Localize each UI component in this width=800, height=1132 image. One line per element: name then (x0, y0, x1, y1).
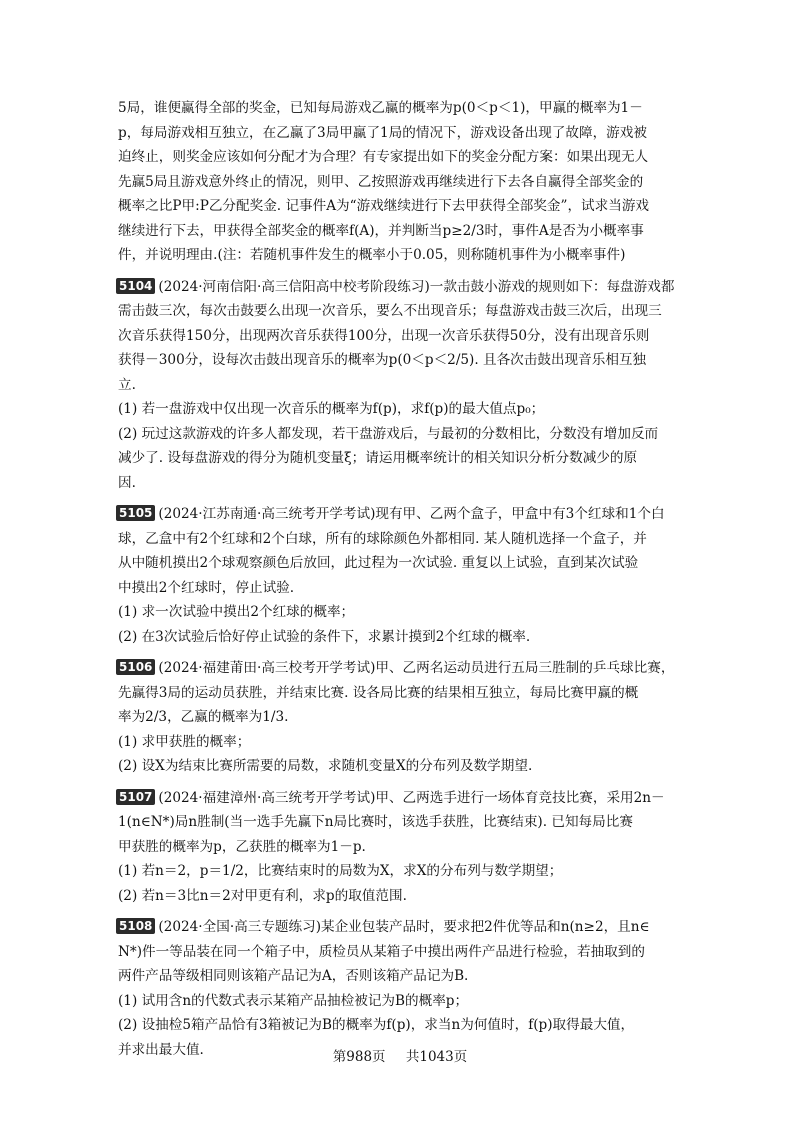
text-line: 减少了. 设每盘游戏的得分为随机变量ξ；请运用概率统计的相关知识分析分数减少的原 (118, 450, 638, 466)
text-line: (2024·全国·高三专题练习)某企业包装产品时，要求把2件优等品和n(n≥2，且n∈ (158, 919, 650, 935)
sub-question: (2) 在3次试验后恰好停止试验的条件下，求累计摸到2个红球的概率. (118, 628, 531, 645)
text-line: 并求出最大值. (118, 1041, 204, 1058)
text-line: 5局，谁便赢得全部的奖金，已知每局游戏乙赢的概率为p(0＜p＜1)，甲赢的概率为1－ (118, 100, 643, 116)
text-line: 甲获胜的概率为p，乙获胜的概率为1－p. (118, 838, 366, 855)
text-line: (2024·河南信阳·高三信阳高中校考阶段练习)一款击鼓小游戏的规则如下：每盘游戏都 (158, 278, 675, 295)
problem-number-badge: 5108 (116, 918, 155, 934)
page-number: 第988页 (332, 1049, 386, 1065)
text-line: 需击鼓三次，每次击鼓要么出现一次音乐，要么不出现音乐；每盘游戏击鼓三次后，出现三 (118, 303, 662, 319)
intro-text (118, 96, 690, 268)
problem-number-badge: 5106 (116, 659, 155, 675)
sub-question: (1) 求甲获胜的概率； (118, 733, 251, 750)
text-line: (2024·福建莆田·高三校考开学考试)甲、乙两名运动员进行五局三胜制的乒乓球比赛， (158, 660, 675, 676)
text-line: 两件产品等级相同则该箱产品记为A，否则该箱产品记为B. (118, 968, 469, 984)
text-line: p，每局游戏相互独立，在乙赢了3局甲赢了1局的情况下，游戏设备出现了故障，游戏被 (118, 124, 647, 141)
sub-question: (2) 若n＝3比n＝2对甲更有利，求p的取值范围. (118, 887, 407, 904)
problem-5105 (118, 502, 690, 649)
problem-5107 (118, 786, 690, 909)
text-line: 率为2/3，乙赢的概率为1/3. (118, 709, 289, 725)
text-line: 因. (118, 474, 136, 491)
sub-question: (1) 试用含n的代数式表示某箱产品抽检被记为B的概率p； (118, 992, 469, 1009)
text-line: 从中随机摸出2个球观察颜色后放回，此过程为一次试验. 重复以上试验，直到某次试验 (118, 555, 639, 571)
problem-5108 (118, 915, 690, 1062)
problem-5104 (118, 275, 690, 496)
text-line: 次音乐获得150分，出现两次音乐获得100分，出现一次音乐获得50分，没有出现音乐则 (118, 327, 650, 344)
text-line: 继续进行下去，甲获得全部奖金的概率f(A)，并判断当p≥2/3时，事件A是否为小概率事 (118, 222, 644, 239)
page-content (118, 96, 690, 1062)
sub-question: (2) 设X为结束比赛所需要的局数，求随机变量X的分布列及数学期望. (118, 758, 533, 774)
text-line: 获得－300分，设每次击鼓出现音乐的概率为p(0＜p＜2/5). 且各次击鼓出现音乐相互独 (118, 352, 647, 368)
sub-question: (1) 若n＝2，p＝1/2，比赛结束时的局数为X，求X的分布列与数学期望； (118, 863, 563, 879)
text-line: 迫终止，则奖金应该如何分配才为合理？有专家提出如下的奖金分配方案：如果出现无人 (118, 149, 649, 165)
problem-number-badge: 5104 (116, 278, 155, 294)
text-line: 中摸出2个红球时，停止试验. (118, 579, 295, 596)
sub-question: (1) 若一盘游戏中仅出现一次音乐的概率为f(p)，求f(p)的最大值点p₀； (118, 401, 545, 417)
text-line: 件，并说明理由.(注：若随机事件发生的概率小于0.05，则称随机事件为小概率事件) (118, 247, 626, 263)
page-footer (0, 1045, 800, 1065)
sub-question: (1) 求一次试验中摸出2个红球的概率； (118, 604, 355, 620)
text-line: N*)件一等品装在同一个箱子中，质检员从某箱子中摸出两件产品进行检验，若抽取到的 (118, 943, 645, 960)
problem-number-badge: 5107 (116, 789, 155, 805)
text-line: 立. (118, 376, 136, 393)
text-line: 概率之比P甲:P乙分配奖金. 记事件A为“游戏继续进行下去甲获得全部奖金”，试求当游戏 (118, 198, 650, 214)
text-line: 1(n∈N*)局n胜制(当一选手先赢下n局比赛时，该选手获胜，比赛结束). 已知每局比赛 (118, 814, 633, 830)
text-line: 球，乙盒中有2个红球和2个白球，所有的球除颜色外都相同. 某人随机选择一个盒子，并 (118, 530, 647, 547)
problem-number-badge: 5105 (116, 505, 155, 521)
text-line: 先赢得3局的运动员获胜，并结束比赛. 设各局比赛的结果相互独立，每局比赛甲赢的概 (118, 684, 639, 701)
text-line: (2024·江苏南通·高三统考开学考试)现有甲、乙两个盒子，甲盒中有3个红球和1个白 (158, 506, 665, 522)
text-line: (2024·福建漳州·高三统考开学考试)甲、乙两选手进行一场体育竞技比赛，采用2n－ (158, 789, 665, 806)
sub-question: (2) 设抽检5箱产品恰有3箱被记为B的概率为f(p)，求当n为何值时，f(p)取得最大值， (118, 1017, 635, 1033)
problem-5106 (118, 656, 690, 779)
text-line: 先赢5局且游戏意外终止的情况，则甲、乙按照游戏再继续进行下去各自赢得全部奖金的 (118, 173, 644, 190)
sub-question: (2) 玩过这款游戏的许多人都发现，若干盘游戏后，与最初的分数相比，分数没有增加反而 (118, 425, 659, 442)
page-total: 共1043页 (405, 1049, 468, 1065)
